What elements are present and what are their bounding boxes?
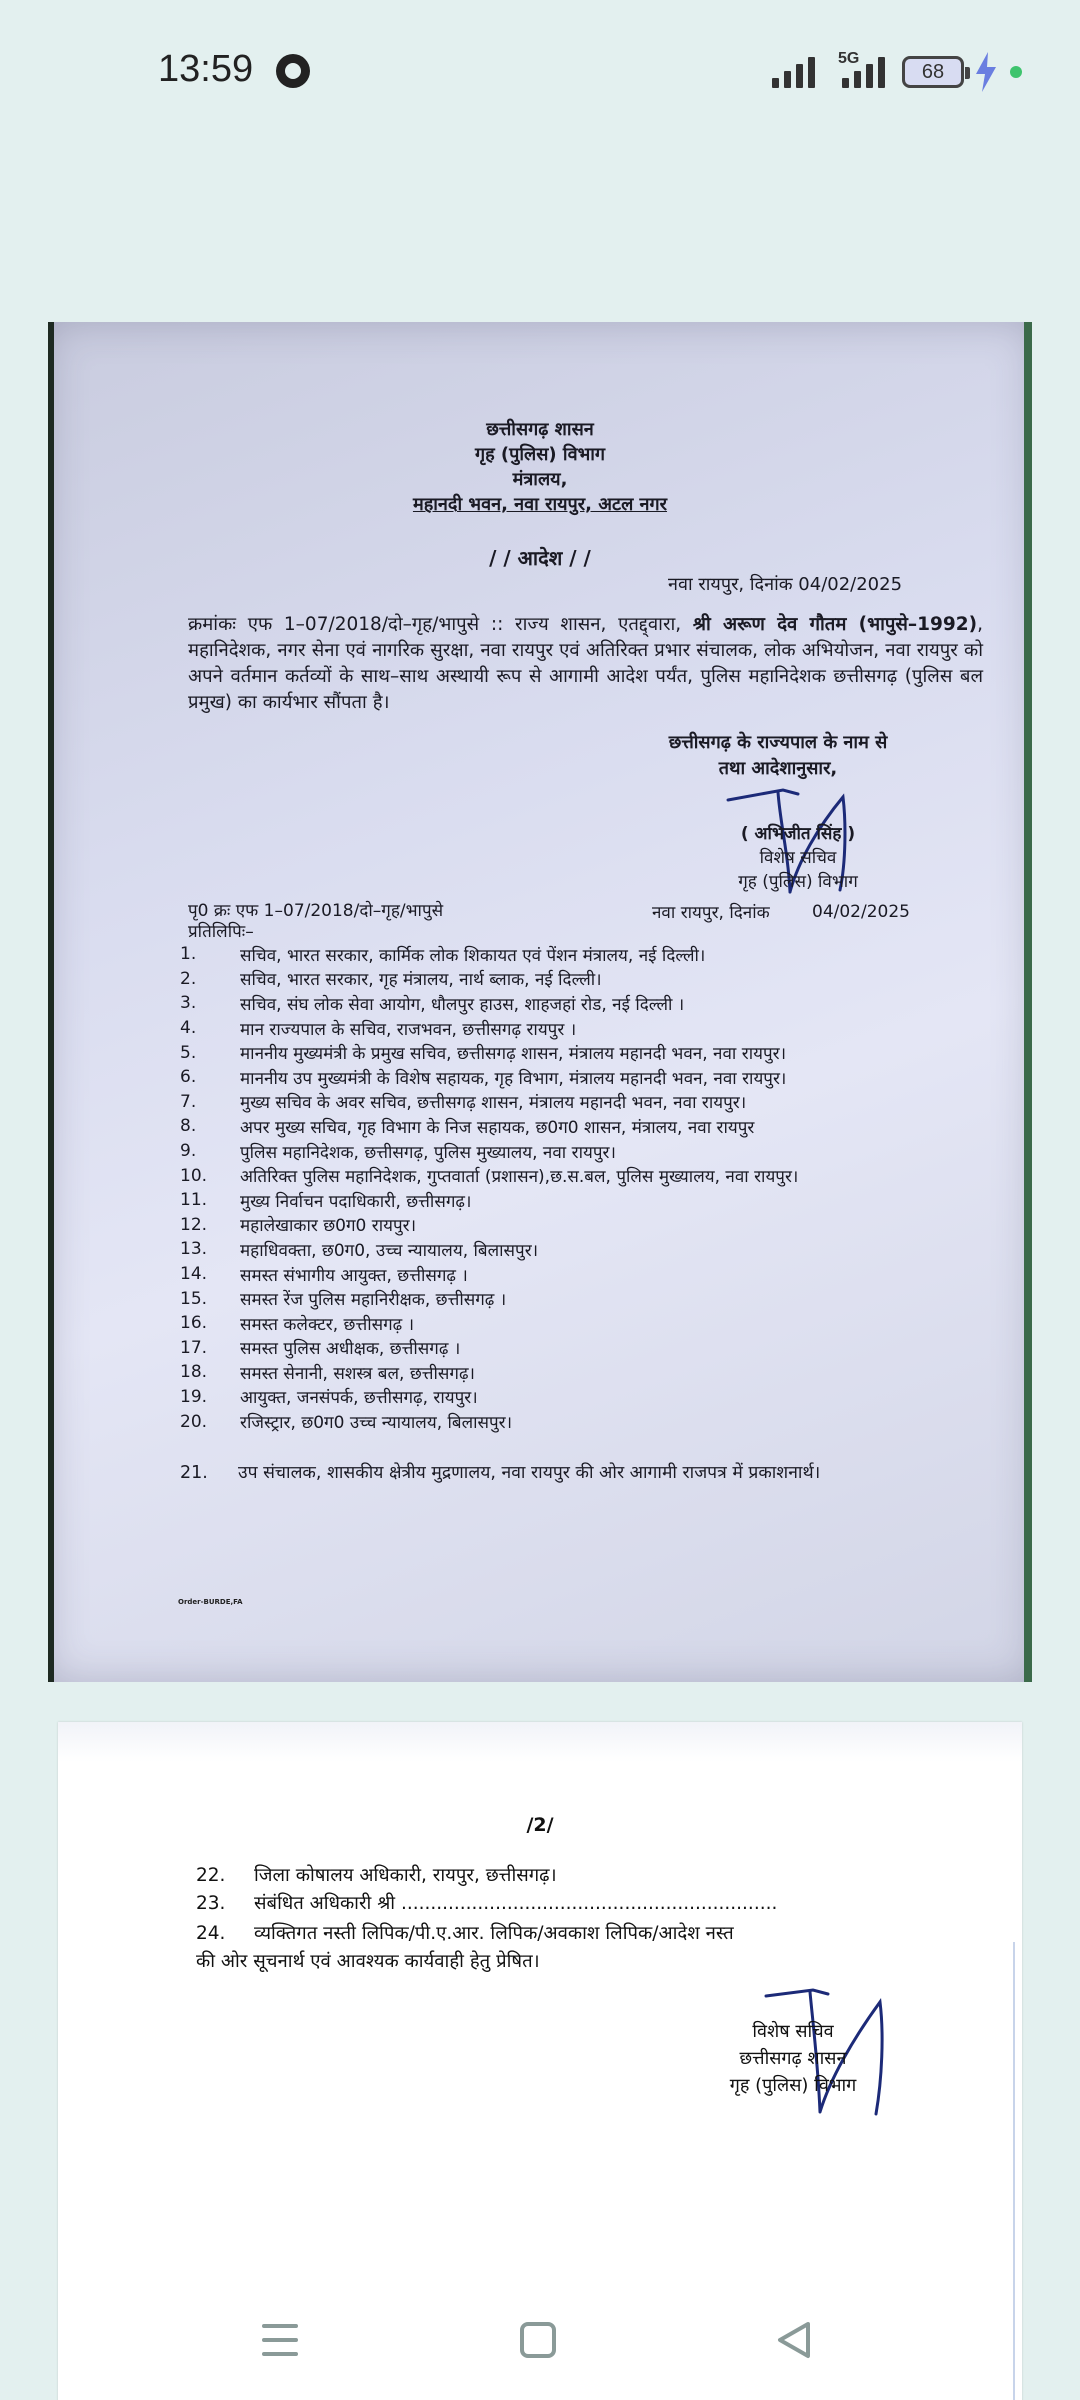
- copy-item: [180, 1114, 1000, 1139]
- privacy-indicator-icon: [1010, 66, 1022, 78]
- copy-item: [180, 1213, 1000, 1238]
- copy-item-text: समस्त कलेक्टर, छत्तीसगढ़ ।: [240, 1314, 415, 1335]
- endorsement-date: 04/02/2025: [812, 902, 910, 922]
- copy-item-number: 20.: [180, 1411, 208, 1432]
- copy-item-text: जिला कोषालय अधिकारी, रायपुर, छत्तीसगढ़।: [254, 1865, 557, 1886]
- copy-list: [180, 942, 1000, 1434]
- copy-item-text: सचिव, संघ लोक सेवा आयोग, धौलपुर हाउस, शाहजहां रोड, नई दिल्ली ।: [240, 994, 685, 1015]
- charging-bolt-icon: [974, 52, 998, 92]
- copy-item: [180, 1311, 1000, 1336]
- copy-item-number: 12.: [180, 1214, 208, 1235]
- copy-item-text: व्यक्तिगत नस्ती लिपिक/पी.ए.आर. लिपिक/अवकाश लिपिक/आदेश नस्त: [254, 1923, 734, 1944]
- copy-item-21: [180, 1460, 985, 1486]
- copy-item-text: मान राज्यपाल के सचिव, राजभवन, छत्तीसगढ़ रायपुर ।: [240, 1019, 577, 1040]
- copy-item-number: 10.: [180, 1165, 208, 1186]
- copy-item-text: उप संचालक, शासकीय क्षेत्रीय मुद्रणालय, नवा रायपुर की ओर आगामी राजपत्र में प्रकाशनार्थ।: [238, 1463, 821, 1483]
- copy-item-number: 4.: [180, 1018, 197, 1039]
- copy-item-number: 13.: [180, 1239, 208, 1260]
- endorsement-number: पृ0 क्रः एफ 1–07/2018/दो–गृह/भापुसे: [188, 901, 444, 921]
- copy-item-text: माननीय मुख्यमंत्री के प्रमुख सचिव, छत्तीसगढ़ शासन, मंत्रालय महानदी भवन, नवा रायपुर।: [240, 1044, 787, 1065]
- copy-item: [180, 1262, 1000, 1287]
- notification-app-icon: [276, 54, 310, 88]
- copy-item-text: संबंधित अधिकारी श्री ................................................................: [254, 1893, 778, 1914]
- network-type: 5G: [838, 50, 860, 67]
- copy-item: [180, 967, 1000, 992]
- header-govt: छत्तीसगढ़ शासन: [486, 419, 594, 440]
- copy-item-22: [196, 1862, 916, 1887]
- copy-item-number: 24.: [196, 1923, 226, 1944]
- page-marker: /2/: [526, 1814, 554, 1836]
- document-page-1[interactable]: [48, 322, 1032, 1682]
- copy-item-23: [196, 1890, 916, 1915]
- copy-item-text: महाधिवक्ता, छ0ग0, उच्च न्यायालय, बिलासपुर।: [240, 1240, 539, 1261]
- menu-icon[interactable]: [250, 2310, 310, 2370]
- copy-item-text: मुख्य निर्वाचन पदाधिकारी, छत्तीसगढ़।: [240, 1191, 472, 1212]
- copy-item: [180, 942, 1000, 967]
- copy-item-number: 17.: [180, 1337, 208, 1358]
- copy-item-number: 2.: [180, 968, 197, 989]
- copy-item-text: मुख्य सचिव के अवर सचिव, छत्तीसगढ़ शासन, मंत्रालय महानदी भवन, नवा रायपुर।: [240, 1093, 747, 1114]
- copy-item: [180, 1163, 1000, 1188]
- signatory-dept: गृह (पुलिस) विभाग: [738, 872, 858, 892]
- page-top-band: [58, 1722, 1022, 1762]
- copy-item-text: समस्त पुलिस अधीक्षक, छत्तीसगढ़ ।: [240, 1339, 461, 1360]
- copy-item-text: अपर मुख्य सचिव, गृह विभाग के निज सहायक, छ0ग0 शासन, मंत्रालय, नवा रायपुर: [240, 1117, 755, 1138]
- copy-label: प्रतिलिपिः–: [188, 922, 254, 942]
- copy-item: [180, 1286, 1000, 1311]
- status-bar: [0, 0, 1080, 140]
- copy-item-text: समस्त सेनानी, सशस्त्र बल, छत्तीसगढ़।: [240, 1363, 475, 1384]
- copy-item: [180, 1065, 1000, 1090]
- sign-gov: छत्तीसगढ़ शासन: [739, 2048, 847, 2069]
- copy-item-number: 1.: [180, 944, 197, 965]
- copy-item-number: 11.: [180, 1190, 208, 1211]
- header-dept: गृह (पुलिस) विभाग: [474, 444, 606, 465]
- copy-item-text: रजिस्ट्रार, छ0ग0 उच्च न्यायालय, बिलासपुर।: [240, 1413, 513, 1434]
- copy-item: [180, 1139, 1000, 1164]
- order-title: / / आदेश / /: [489, 546, 591, 570]
- copy-item-number: 19.: [180, 1386, 208, 1407]
- copy-item-24-continued: की ओर सूचनार्थ एवं आवश्यक कार्यवाही हेतु प्रेषित।: [196, 1951, 540, 1972]
- copy-item-number: 21.: [180, 1463, 208, 1483]
- governor-line-1: छत्तीसगढ़ के राज्यपाल के नाम से: [668, 732, 888, 753]
- sign-dept: गृह (पुलिस) विभाग: [729, 2075, 857, 2096]
- sign-title: विशेष सचिव: [752, 2021, 834, 2042]
- footer-code: Order-BURDE,FA: [178, 1598, 243, 1606]
- signal-5g-icon: [842, 54, 885, 88]
- order-date: नवा रायपुर, दिनांक 04/02/2025: [668, 574, 903, 595]
- home-icon[interactable]: [508, 2310, 568, 2370]
- para-start: क्रमांकः एफ 1–07/2018/दो–गृह/भापुसे :: राज्य शासन, एतद्द्वारा,: [188, 614, 693, 635]
- battery-level: 68: [921, 60, 945, 83]
- officer-name: श्री अरूण देव गौतम (भापुसे–1992): [692, 614, 978, 635]
- copy-item-number: 7.: [180, 1091, 197, 1112]
- copy-item-text: समस्त संभागीय आयुक्त, छत्तीसगढ़ ।: [240, 1265, 468, 1286]
- order-paragraph: [188, 612, 983, 716]
- copy-item-number: 18.: [180, 1362, 208, 1383]
- copy-item-number: 14.: [180, 1264, 208, 1285]
- governor-line-2: तथा आदेशानुसार,: [718, 758, 838, 779]
- endorsement-place: नवा रायपुर, दिनांक: [652, 903, 770, 923]
- copy-item-text: समस्त रेंज पुलिस महानिरीक्षक, छत्तीसगढ़ ।: [240, 1290, 507, 1311]
- copy-item-number: 9.: [180, 1141, 197, 1162]
- navigation-bar: [0, 2290, 1080, 2400]
- copy-item-number: 15.: [180, 1288, 208, 1309]
- page2-signatory: [678, 2018, 908, 2099]
- copy-item-24: [196, 1920, 916, 1945]
- copy-item-text: माननीय उप मुख्यमंत्री के विशेष सहायक, गृह विभाग, मंत्रालय महानदी भवन, नवा रायपुर।: [240, 1068, 787, 1089]
- copy-item: [180, 1016, 1000, 1041]
- copy-item-number: 16.: [180, 1313, 208, 1334]
- header-ministry: मंत्रालय,: [512, 469, 568, 490]
- status-time: 13:59: [158, 48, 254, 90]
- battery-icon: [902, 56, 964, 88]
- copy-item-text: सचिव, भारत सरकार, गृह मंत्रालय, नार्थ ब्लाक, नई दिल्ली।: [240, 970, 602, 991]
- copy-item: [180, 1336, 1000, 1361]
- para-end: , महानिदेशक, नगर सेना एवं नागरिक सुरक्षा, नवा रायपुर एवं अतिरिक्त प्रभार संचालक, लोक अभियोजन, नवा रायपुर को अपने वर्तमान कर्तव्यों के साथ–साथ अस्थायी रूप से आगामी आदेश पर्यंत, पुलिस महानिदेशक छत्तीसगढ़ (पुलिस बल प्रमुख) का कार्यभार सौंपता है।: [188, 614, 983, 713]
- copy-item-number: 23.: [196, 1893, 226, 1914]
- copy-item-number: 8.: [180, 1116, 197, 1137]
- copy-item: [180, 1237, 1000, 1262]
- signatory-title: विशेष सचिव: [759, 848, 837, 868]
- signatory-name: ( अभिजीत सिंह ): [740, 824, 856, 844]
- copy-item: [180, 1090, 1000, 1115]
- copy-item-number: 6.: [180, 1067, 197, 1088]
- copy-item-text: सचिव, भारत सरकार, कार्मिक लोक शिकायत एवं पेंशन मंत्रालय, नई दिल्ली।: [240, 945, 706, 966]
- copy-item-text: महालेखाकार छ0ग0 रायपुर।: [240, 1216, 417, 1237]
- copy-item-number: 22.: [196, 1865, 226, 1886]
- copy-item: [180, 1385, 1000, 1410]
- header-address: महानदी भवन, नवा रायपुर, अटल नगर: [412, 494, 668, 515]
- signal-icon: [772, 54, 815, 88]
- copy-item-text: पुलिस महानिदेशक, छत्तीसगढ़, पुलिस मुख्यालय, नवा रायपुर।: [240, 1142, 616, 1163]
- copy-item: [180, 1040, 1000, 1065]
- copy-item-text: आयुक्त, जनसंपर्क, छत्तीसगढ़, रायपुर।: [240, 1388, 478, 1409]
- copy-item: [180, 991, 1000, 1016]
- copy-item: [180, 1409, 1000, 1434]
- copy-item: [180, 1360, 1000, 1385]
- copy-item-text: अतिरिक्त पुलिस महानिदेशक, गुप्तवार्ता (प्रशासन),छ.स.बल, पुलिस मुख्यालय, नवा रायपुर।: [240, 1167, 799, 1188]
- copy-item: [180, 1188, 1000, 1213]
- copy-item-number: 3.: [180, 993, 197, 1014]
- signatory-block: [648, 822, 948, 894]
- back-icon[interactable]: [764, 2310, 824, 2370]
- copy-item-number: 5.: [180, 1042, 197, 1063]
